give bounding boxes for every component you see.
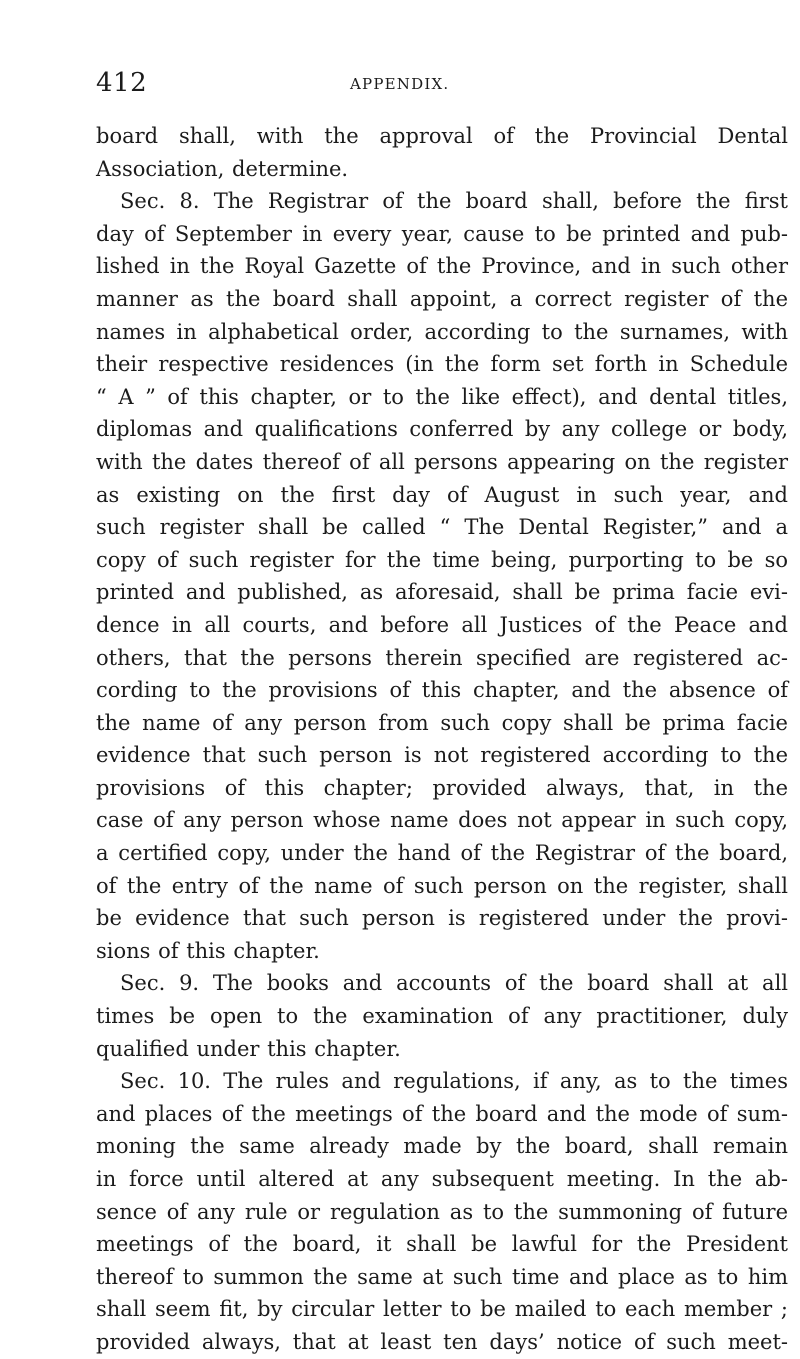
page-number: 412: [96, 68, 148, 98]
text-line: such register shall be called “ The Dental Register,” and a: [96, 515, 788, 540]
section-8-line: Sec. 8. The Registrar of the board shall, before the first: [120, 189, 788, 214]
text-line: others, that the persons therein specified are registered ac-: [96, 645, 788, 670]
text-line: times be open to the examination of any practitioner, duly: [96, 1004, 788, 1029]
text-line: moning the same already made by the board, shall remain: [96, 1134, 788, 1159]
text-line: day of September in every year, cause to be printed and pub-: [96, 221, 788, 246]
text-line: dence in all courts, and before all Justices of the Peace and: [96, 612, 788, 637]
text-line: provided always, that at least ten days’ notice of such meet-: [96, 1329, 788, 1354]
text-line: sions of this chapter.: [96, 938, 320, 963]
text-line: copy of such register for the time being, purporting to be so: [96, 547, 788, 572]
text-line: “ A ” of this chapter, or to the like effect), and dental titles,: [96, 384, 788, 409]
text-line: provisions of this chapter; provided always, that, in the: [96, 775, 788, 800]
text-line: with the dates thereof of all persons appearing on the register: [96, 449, 788, 474]
text-line: as existing on the first day of August in such year, and: [96, 482, 788, 507]
text-line: meetings of the board, it shall be lawful for the President: [96, 1232, 788, 1257]
text-line: sence of any rule or regulation as to the summoning of future: [96, 1199, 788, 1224]
text-line: diplomas and qualifications conferred by any college or body,: [96, 417, 788, 442]
text-line: cording to the provisions of this chapter, and the absence of: [96, 678, 788, 703]
text-line: the name of any person from such copy shall be prima facie: [96, 710, 788, 735]
text-line: lished in the Royal Gazette of the Province, and in such other: [96, 254, 788, 279]
section-10-line: Sec. 10. The rules and regulations, if any, as to the times: [120, 1069, 788, 1094]
page-header: [0, 68, 800, 98]
body-text: [96, 120, 788, 1359]
text-line: of the entry of the name of such person on the register, shall: [96, 873, 788, 898]
text-line: in force until altered at any subsequent meeting. In the ab-: [96, 1167, 788, 1191]
text-line: qualified under this chapter.: [96, 1036, 401, 1061]
text-line: shall seem fit, by circular letter to be mailed to each member ;: [96, 1297, 788, 1322]
text-line: and places of the meetings of the board and the mode of sum-: [96, 1101, 788, 1126]
text-line: printed and published, as aforesaid, shall be prima facie evi-: [96, 580, 788, 605]
text-line: be evidence that such person is registered under the provi-: [96, 906, 788, 931]
text-line: a certified copy, under the hand of the Registrar of the board,: [96, 841, 788, 866]
text-line: board shall, with the approval of the Provincial Dental: [96, 124, 788, 148]
text-line: Association, determine.: [96, 156, 349, 181]
text-line: manner as the board shall appoint, a correct register of the: [96, 286, 788, 311]
text-line: case of any person whose name does not appear in such copy,: [96, 808, 788, 833]
text-line: names in alphabetical order, according to the surnames, with: [96, 319, 788, 344]
text-line: their respective residences (in the form set forth in Schedule: [96, 352, 788, 377]
running-head: APPENDIX.: [350, 75, 450, 93]
section-9-line: Sec. 9. The books and accounts of the board shall at all: [120, 971, 788, 996]
text-line: evidence that such person is not registered according to the: [96, 743, 788, 768]
text-line: thereof to summon the same at such time and place as to him: [96, 1264, 788, 1289]
